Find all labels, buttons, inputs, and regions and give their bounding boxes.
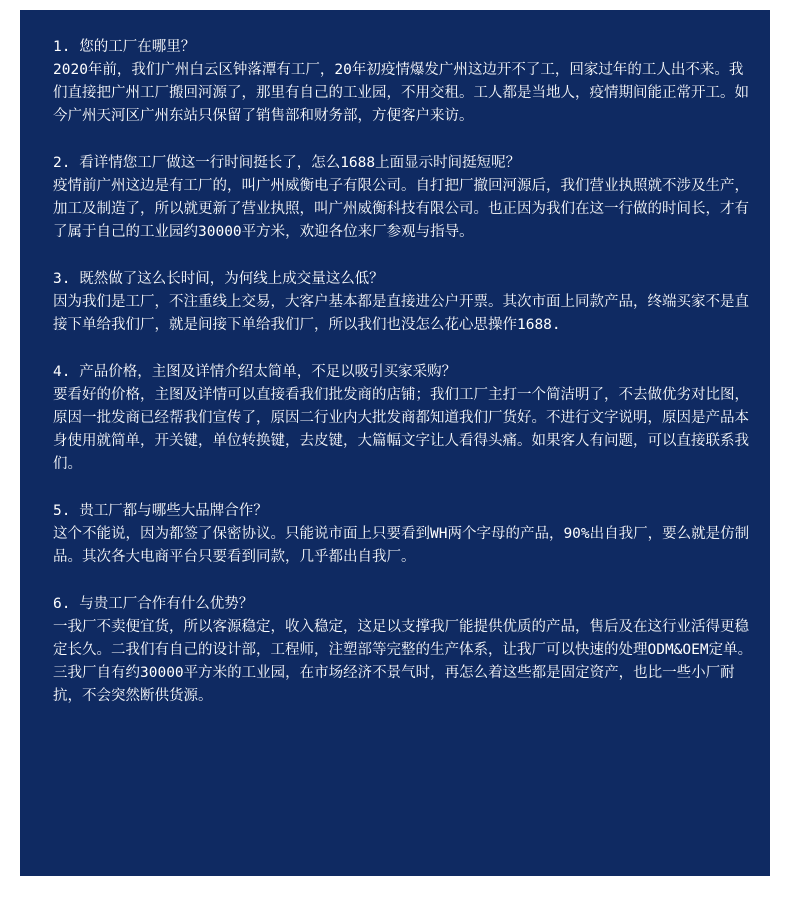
faq-question: 2. 看详情您工厂做这一行时间挺长了，怎么1688上面显示时间挺短呢？: [53, 155, 521, 171]
faq-question: 1. 您的工厂在哪里？: [53, 39, 196, 55]
faq-item-5: [53, 500, 754, 569]
faq-question: 3. 既然做了这么长时间，为何线上成交量这么低？: [53, 271, 384, 287]
faq-question: 6. 与贵工厂合作有什么优势？: [53, 596, 254, 612]
faq-panel: [20, 10, 770, 876]
faq-item-1: [53, 36, 754, 128]
faq-item-3: [53, 268, 754, 337]
faq-question: 5. 贵工厂都与哪些大品牌合作？: [53, 503, 268, 519]
faq-item-6: [53, 593, 754, 708]
faq-question: 4. 产品价格，主图及详情介绍太简单，不足以吸引买家采购？: [53, 364, 457, 380]
faq-answer: 2020年前，我们广州白云区钟落潭有工厂，20年初疫情爆发广州这边开不了工，回家过年的工人出不来。我们直接把广州工厂搬回河源了，那里有自己的工业园，不用交租。工人都是当地人，疫情期间能正常开工。如今广州天河区广州东站只保留了销售部和财务部，方便客户来访。: [53, 62, 749, 124]
faq-answer: 因为我们是工厂，不注重线上交易，大客户基本都是直接进公户开票。其次市面上同款产品，终端买家不是直接下单给我们厂，就是间接下单给我们厂，所以我们也没怎么花心思操作1688.: [53, 294, 749, 333]
faq-answer: 这个不能说，因为都签了保密协议。只能说市面上只要看到WH两个字母的产品，90%出自我厂，要么就是仿制品。其次各大电商平台只要看到同款，几乎都出自我厂。: [53, 526, 750, 565]
faq-answer: 疫情前广州这边是有工厂的，叫广州威衡电子有限公司。自打把厂撤回河源后，我们营业执照就不涉及生产，加工及制造了，所以就更新了营业执照，叫广州威衡科技有限公司。也正因为我们在这一行做的时间长，才有了属于自己的工业园约30000平方米，欢迎各位来厂参观与指导。: [53, 178, 749, 240]
faq-answer: 要看好的价格，主图及详情可以直接看我们批发商的店铺；我们工厂主打一个简洁明了，不去做优劣对比图，原因一批发商已经帮我们宣传了，原因二行业内大批发商都知道我们厂货好。不进行文字说明，原因是产品本身使用就简单，开关键，单位转换键，去皮键，大篇幅文字让人看得头痛。如果客人有问题，可以直接联系我们。: [53, 387, 749, 472]
faq-item-2: [53, 152, 754, 244]
faq-answer: 一我厂不卖便宜货，所以客源稳定，收入稳定，这足以支撑我厂能提供优质的产品，售后及在这行业活得更稳定长久。二我们有自己的设计部，工程师，注塑部等完整的生产体系，让我厂可以快速的处理ODM&OEM定单。三我厂自有约30000平方米的工业园，在市场经济不景气时，再怎么着这些都是固定资产，也比一些小厂耐抗，不会突然断供货源。: [53, 619, 753, 704]
faq-item-4: [53, 361, 754, 476]
